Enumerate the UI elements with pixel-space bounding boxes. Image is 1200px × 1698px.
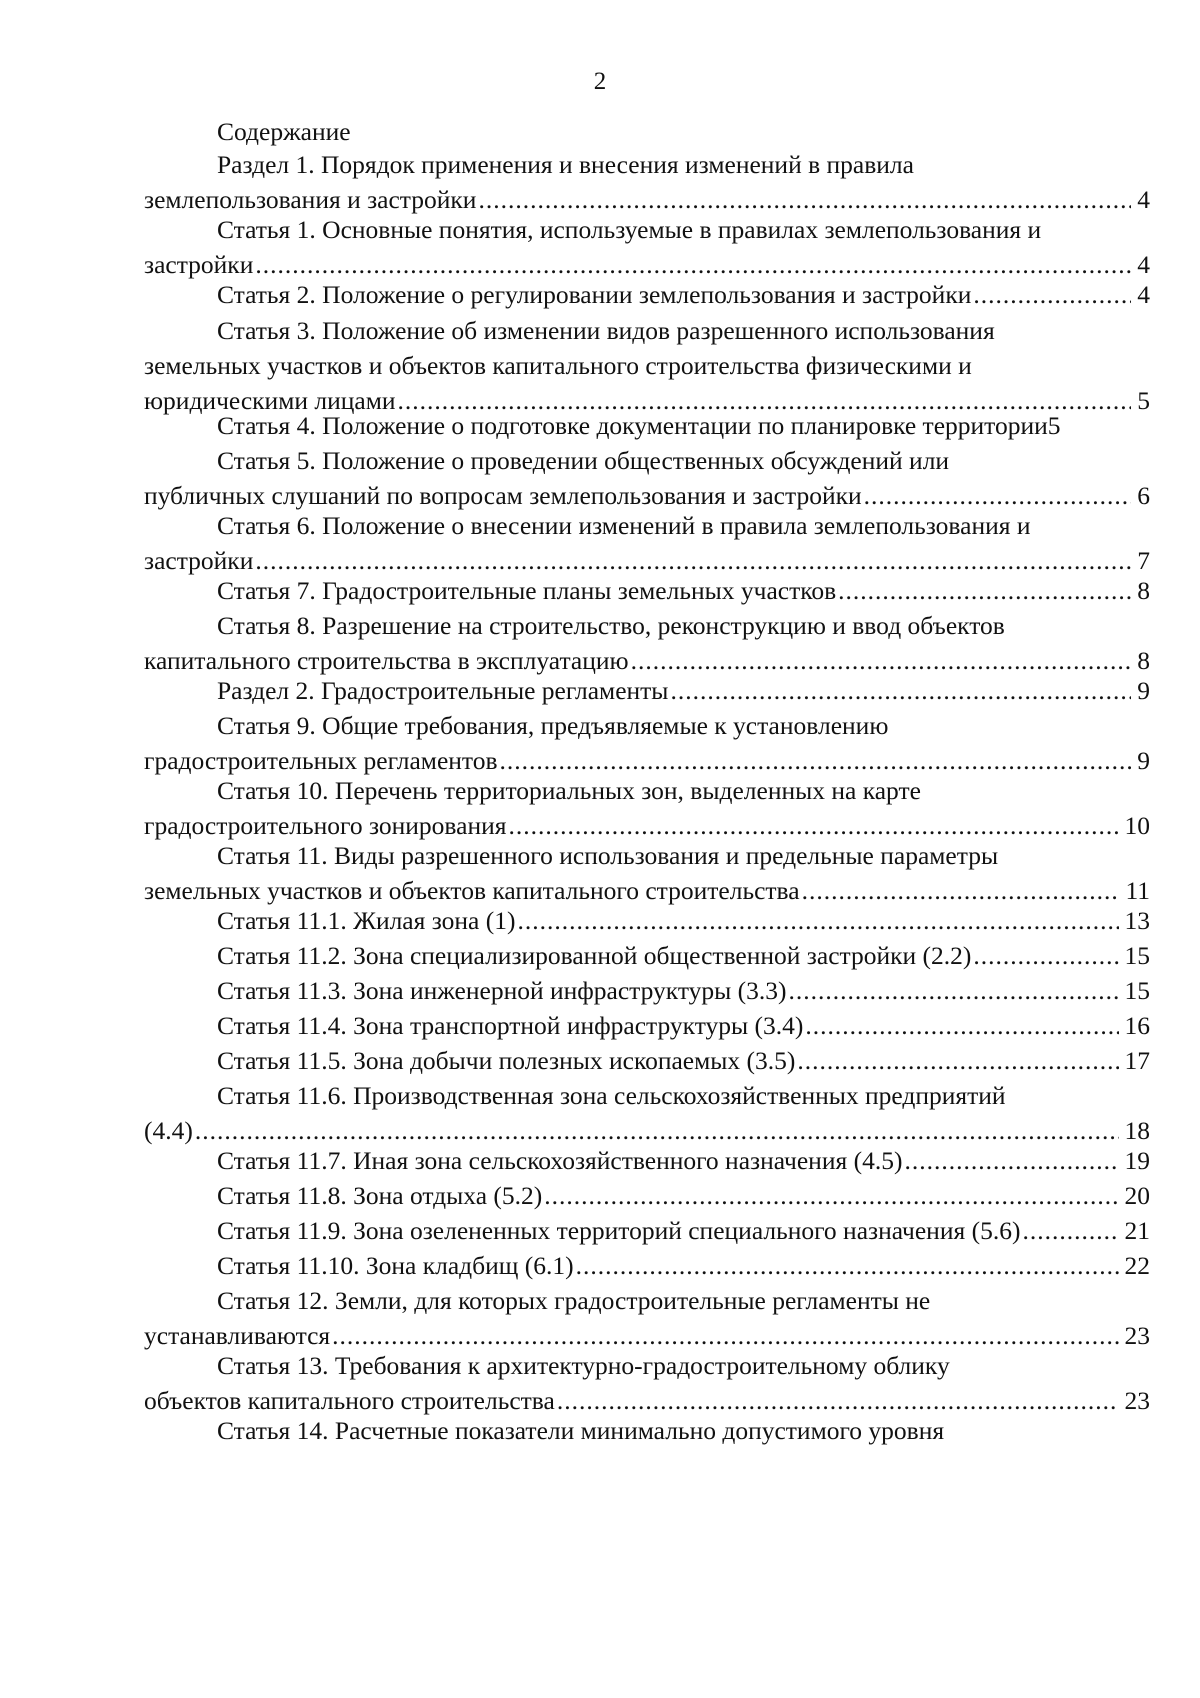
toc-entry-line: застройки [144, 250, 254, 279]
toc-entry-line: Статья 7. Градостроительные планы земельных участков [217, 576, 837, 605]
toc-leader-dots [517, 903, 1118, 938]
toc-entry-line: капитального строительства в эксплуатацию [144, 646, 629, 675]
toc-page-number: 9 [1137, 676, 1150, 705]
toc-entry[interactable] [144, 443, 1150, 513]
toc-page-number: 5 [1047, 411, 1061, 440]
toc-entry-line: Статья 3. Положение об изменении видов разрешенного использования [217, 316, 995, 345]
toc-entry[interactable] [144, 1213, 1150, 1248]
toc-page-number: 15 [1124, 976, 1150, 1005]
page-number: 2 [593, 68, 607, 95]
toc-entry[interactable] [144, 708, 1150, 778]
toc-entry-line: Статья 11.6. Производственная зона сельскохозяйственных предприятий [217, 1081, 1006, 1110]
toc-entry-line: Статья 4. Положение о подготовке документации по планировке территории [217, 411, 1048, 440]
toc-entry-line: Статья 11.2. Зона специализированной общественной застройки (2.2) [217, 941, 972, 970]
toc-entry-line: Статья 6. Положение о внесении изменений в правила землепользования и [217, 511, 1031, 540]
toc-entry-line: (4.4) [144, 1116, 193, 1145]
toc-entry[interactable] [144, 838, 1150, 908]
toc-entry[interactable] [144, 1043, 1150, 1078]
toc-page-number: 4 [1137, 185, 1150, 214]
toc-leader-dots [805, 1008, 1118, 1043]
toc-entry-line: устанавливаются [144, 1321, 331, 1350]
toc-entry-line: Статья 5. Положение о проведении общественных обсуждений или [217, 446, 950, 475]
toc-entry-line: Статья 12. Земли, для которых градостроительные регламенты не [217, 1286, 931, 1315]
toc-entry-line: Статья 14. Расчетные показатели минимально допустимого уровня [217, 1416, 945, 1445]
toc-entry-line: Статья 11.7. Иная зона сельскохозяйственного назначения (4.5) [217, 1146, 903, 1175]
toc-entry[interactable] [144, 1008, 1150, 1043]
toc-entry[interactable] [144, 1143, 1150, 1178]
toc-entry-line: Раздел 2. Градостроительные регламенты [217, 676, 669, 705]
toc-page-number: 4 [1137, 250, 1150, 279]
toc-leader-dots [576, 1248, 1119, 1283]
toc-entry[interactable] [144, 773, 1150, 843]
toc-leader-dots [797, 1043, 1118, 1078]
toc-page-number: 13 [1124, 906, 1150, 935]
toc-page-number: 23 [1124, 1321, 1150, 1350]
toc-entry-line: Статья 11.8. Зона отдыха (5.2) [217, 1181, 543, 1210]
toc-page-number: 18 [1124, 1116, 1150, 1145]
toc-page-number: 17 [1124, 1046, 1150, 1075]
toc-page-number: 5 [1137, 386, 1150, 415]
toc-page-number: 6 [1137, 481, 1150, 510]
toc-entry[interactable] [144, 212, 1150, 282]
toc-page-number: 7 [1137, 546, 1150, 575]
toc-page-number: 8 [1137, 646, 1150, 675]
toc-entry-line: земельных участков и объектов капитального строительства [144, 876, 800, 905]
toc-leader-dots [838, 573, 1131, 608]
toc-entry[interactable] [144, 973, 1150, 1008]
toc-leader-dots [544, 1178, 1118, 1213]
toc-page-number: 21 [1124, 1216, 1150, 1245]
toc-page-number: 11 [1125, 876, 1150, 905]
toc-entry-line: Статья 11.1. Жилая зона (1) [217, 906, 516, 935]
toc-entry[interactable] [144, 1348, 1150, 1418]
toc-entry-line: Статья 10. Перечень территориальных зон, выделенных на карте [217, 776, 921, 805]
toc-entry-line: Раздел 1. Порядок применения и внесения изменений в правила [217, 150, 914, 179]
toc-entry[interactable] [144, 573, 1150, 608]
toc-entry-line: юридическими лицами [144, 386, 396, 415]
toc-entry-line: Статья 11.3. Зона инженерной инфраструктуры (3.3) [217, 976, 787, 1005]
toc-entry[interactable] [144, 147, 1150, 217]
toc-page-number: 22 [1124, 1251, 1150, 1280]
toc-leader-dots [789, 973, 1119, 1008]
toc-entry[interactable] [144, 1078, 1150, 1148]
toc-entry-line: градостроительного зонирования [144, 811, 507, 840]
toc-entry-line: Статья 2. Положение о регулировании землепользования и застройки [217, 280, 972, 309]
toc-entry[interactable] [144, 673, 1150, 708]
toc-leader-dots [973, 938, 1118, 973]
toc-heading: Содержание [217, 117, 351, 146]
toc-entry[interactable] [144, 1283, 1150, 1353]
toc-page-number: 19 [1124, 1146, 1150, 1175]
toc-leader-dots [904, 1143, 1118, 1178]
toc-entry[interactable] [144, 313, 1150, 418]
toc-entry[interactable] [144, 938, 1150, 973]
toc-entry-line: землепользования и застройки [144, 185, 477, 214]
toc-leader-dots [973, 277, 1131, 312]
toc-entry-line: градостроительных регламентов [144, 746, 498, 775]
toc-entry[interactable] [144, 608, 1150, 678]
toc-entry-line: Статья 13. Требования к архитектурно-градостроительному облику [217, 1351, 950, 1380]
toc-page-number: 16 [1124, 1011, 1150, 1040]
toc-entry-line: Статья 11.5. Зона добычи полезных ископаемых (3.5) [217, 1046, 796, 1075]
toc-entry-line: Статья 1. Основные понятия, используемые в правилах землепользования и [217, 215, 1042, 244]
toc-entry[interactable] [144, 1413, 1150, 1448]
toc-entry-line: объектов капитального строительства [144, 1386, 555, 1415]
toc-page-number: 10 [1124, 811, 1150, 840]
toc-entry[interactable] [144, 408, 1150, 443]
toc-entry-line: Статья 8. Разрешение на строительство, реконструкцию и ввод объектов [217, 611, 1005, 640]
toc-leader-dots [1022, 1213, 1118, 1248]
toc-entry[interactable] [144, 277, 1150, 312]
toc-page-number: 20 [1124, 1181, 1150, 1210]
toc-entry[interactable] [144, 1248, 1150, 1283]
toc-page-number: 15 [1124, 941, 1150, 970]
toc-entry-line: Статья 11.10. Зона кладбищ (6.1) [217, 1251, 574, 1280]
toc-page-number: 8 [1137, 576, 1150, 605]
toc-entry-line: Статья 9. Общие требования, предъявляемые к установлению [217, 711, 889, 740]
toc-entry-line: земельных участков и объектов капитального строительства физическими и [144, 351, 972, 380]
toc-page-number: 4 [1137, 280, 1150, 309]
toc-entry-line: Статья 11.4. Зона транспортной инфраструктуры (3.4) [217, 1011, 804, 1040]
toc-entry-line: Статья 11.9. Зона озелененных территорий специального назначения (5.6) [217, 1216, 1021, 1245]
toc-page-number: 23 [1124, 1386, 1150, 1415]
toc-page-number: 9 [1137, 746, 1150, 775]
toc-entry[interactable] [144, 903, 1150, 938]
toc-entry-line: застройки [144, 546, 254, 575]
toc-leader-dots [670, 673, 1131, 708]
toc-entry-line: Статья 11. Виды разрешенного использования и предельные параметры [217, 841, 999, 870]
toc-entry[interactable] [144, 1178, 1150, 1213]
toc-entry-line: публичных слушаний по вопросам землепользования и застройки [144, 481, 862, 510]
toc-entry[interactable] [144, 508, 1150, 578]
